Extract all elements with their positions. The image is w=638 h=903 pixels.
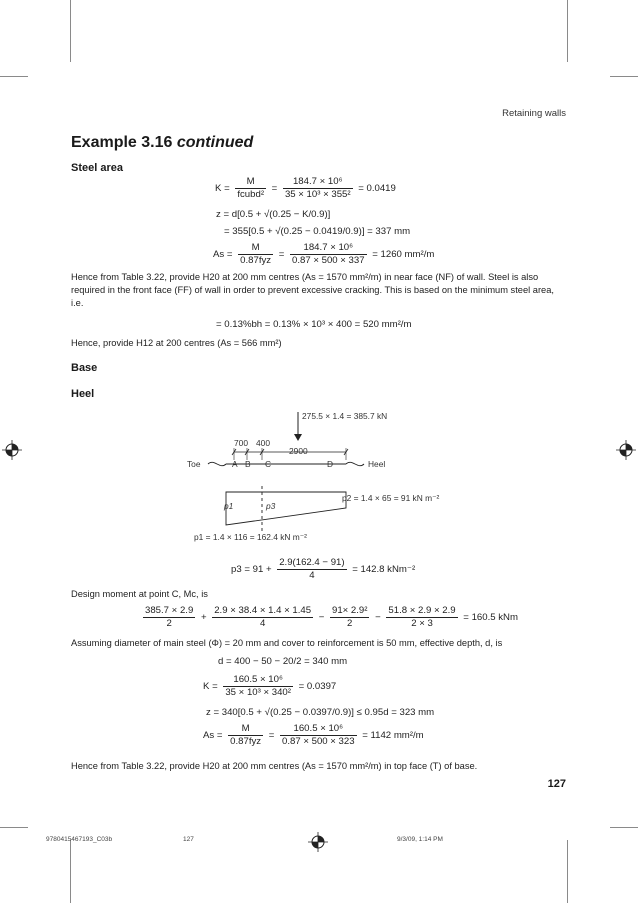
point-d-label: D — [327, 459, 334, 469]
section-base: Base — [71, 362, 98, 374]
equation-z-values: = 355[0.5 + √(0.25 − 0.0419/0.9)] = 337 mm — [224, 226, 411, 237]
numerator: 160.5 × 10⁶ — [280, 723, 357, 736]
point-b-label: B — [245, 459, 251, 469]
equation-k-result: = 0.0419 — [358, 183, 396, 195]
p2-value: p2 = 1.4 × 65 = 91 kN m⁻² — [342, 493, 440, 503]
equation-z: z = d[0.5 + √(0.25 − K/0.9)] — [216, 209, 331, 220]
denominator: 35 × 10³ × 355² — [284, 189, 351, 200]
numerator: 160.5 × 10⁶ — [223, 674, 293, 687]
footer-file-name: 9780415467193_C03b — [46, 836, 113, 843]
section-steel-area: Steel area — [71, 162, 123, 174]
point-a-label: A — [232, 459, 238, 469]
numerator: 184.7 × 10⁶ — [290, 242, 367, 255]
fraction — [386, 605, 457, 630]
equation-as2-result: = 1142 mm²/m — [362, 730, 424, 742]
crop-mark-bottom-right — [610, 827, 638, 828]
equation-as2-lhs: As = — [203, 730, 223, 742]
p3-label: p3 — [266, 501, 276, 511]
crop-mark-bottom-right-v — [567, 840, 568, 903]
paragraph-top-face: Hence from Table 3.22, provide H20 at 200 mm centres (As = 1570 mm²/m) in top face (T) of base. — [71, 761, 478, 771]
dimension-700: 700 — [234, 438, 248, 448]
fraction — [330, 605, 369, 630]
dimension-2900: 2900 — [289, 446, 308, 456]
numerator: M — [238, 242, 273, 255]
denominator: 0.87 × 500 × 323 — [282, 736, 355, 747]
equation-moment: $\frac{385.7 \times 2.9}{2}$ + $\frac{2.9 \times 38.4 \times 1.4 \times 1.45}{4}$ − $\frac{\text{91× 2.9²}}{2}$ − $\frac{51.8 \times 2.9 \times 2.9}{2 \times 3}$ = 160.5 kNm — [145, 605, 518, 629]
toe-label: Toe — [187, 459, 201, 469]
page-number: 127 — [547, 778, 566, 790]
denominator: 4 — [309, 570, 315, 581]
fraction — [143, 605, 195, 630]
toe-break-line — [208, 462, 226, 465]
footer-page-number: 127 — [183, 836, 194, 843]
crop-mark-bottom-left — [0, 827, 28, 828]
paragraph-near-face: Hence from Table 3.22, provide H20 at 200 mm centres (As = 1570 mm²/m) in near face (NF) of wall. Steel is also required in the front face (FF) of wall in order to prevent excessive cracking. This is based on the minimum steel area, i.e. — [71, 272, 554, 308]
numerator: 51.8 × 2.9 × 2.9 — [388, 605, 456, 616]
paragraph-design-moment: Design moment at point C, Mc, is — [71, 589, 208, 599]
numerator: 2.9(162.4 − 91) — [279, 557, 345, 568]
equation-min-steel: = 0.13%bh = 0.13% × 10³ × 400 = 520 mm²/m — [216, 319, 412, 330]
heel-break-line — [346, 462, 364, 465]
denominator: 2 — [166, 618, 172, 629]
denominator: 2 — [347, 618, 353, 629]
paragraph-effective-depth: Assuming diameter of main steel (Φ) = 20 mm and cover to reinforcement is 50 mm, effective depth, d, is — [71, 638, 503, 648]
equation-k: K = $\frac{M}{\text{fcubd²}}$ = $\frac{\text{184.7 × 10⁶}}{\text{35 × 10³ × 355²}}$ = 0.0419 — [215, 176, 396, 200]
equation-k2-result: = 0.0397 — [298, 681, 337, 693]
registration-mark-bottom-icon — [308, 832, 328, 852]
fraction — [280, 723, 357, 748]
numerator: 385.7 × 2.9 — [145, 605, 194, 616]
equation-k-lhs: K = — [215, 183, 230, 195]
example-title-continued: continued — [176, 134, 254, 151]
numerator: 184.7 × 10⁶ — [283, 176, 353, 189]
pressure-distribution — [226, 492, 346, 525]
equation-as-lhs: As = — [213, 249, 233, 261]
numerator: M — [228, 723, 263, 736]
fraction — [277, 557, 346, 582]
equation-k2 — [203, 674, 336, 699]
numerator: 2.9 × 38.4 × 1.4 × 1.45 — [214, 605, 312, 616]
denominator: 2 × 3 — [411, 618, 433, 629]
load-label: 275.5 × 1.4 = 385.7 kN — [302, 411, 388, 421]
denominator: 0.87 × 500 × 337 — [292, 255, 365, 266]
heel-label: Heel — [368, 459, 386, 469]
dimension-400: 400 — [256, 438, 270, 448]
fraction — [223, 674, 293, 699]
numerator: M — [235, 176, 266, 189]
p1-value: p1 = 1.4 × 116 = 162.4 kN m⁻² — [194, 532, 307, 542]
equation-as2: As = $\frac{M}{\text{0.87fyz}}$ = $\frac{\text{160.5 × 10⁶}}{0.87 \times 500 \times 323}$ = 1142 mm²/m — [203, 723, 424, 747]
equation-as: As = $\frac{M}{\text{0.87fyz}}$ = $\frac{\text{184.7 × 10⁶}}{0.87 \times 500 \times 337}$ = 1260 mm²/m — [213, 242, 435, 266]
section-heel: Heel — [71, 388, 95, 400]
denominator: 35 × 10³ × 340² — [225, 687, 291, 698]
footer-timestamp: 9/3/09, 1:14 PM — [397, 836, 443, 843]
denominator: 0.87fyz — [240, 255, 272, 266]
denominator: 0.87fyz — [230, 736, 262, 747]
p1-label: p1 — [224, 501, 234, 511]
denominator: fcubd² — [237, 189, 265, 200]
equation-p3-result: = 142.8 kNm⁻² — [352, 564, 416, 576]
fraction — [228, 723, 263, 748]
equation-k2-lhs: K = — [203, 681, 218, 693]
crop-mark-bottom-left-v — [70, 840, 71, 903]
equation-z2: z = 340[0.5 + √(0.25 − 0.0397/0.9)] ≤ 0.95d = 323 mm — [206, 707, 435, 718]
example-title-number: Example 3.16 — [71, 134, 173, 151]
equation-moment-result: = 160.5 kNm — [463, 612, 518, 624]
point-c-label: C — [265, 459, 272, 469]
fraction — [212, 605, 313, 630]
equation-d: d = 400 − 50 − 20/2 = 340 mm — [218, 656, 348, 667]
load-arrow-head — [294, 434, 302, 441]
running-header: Retaining walls — [502, 108, 566, 119]
numerator: 91× 2.9² — [331, 605, 368, 616]
equation-p3 — [231, 557, 415, 582]
denominator: 4 — [259, 618, 266, 629]
equation-p3-lhs: p3 = 91 + — [231, 564, 272, 576]
equation-as-result: = 1260 mm²/m — [372, 249, 435, 261]
paragraph-h12: Hence, provide H12 at 200 centres (As = 566 mm²) — [71, 338, 282, 348]
